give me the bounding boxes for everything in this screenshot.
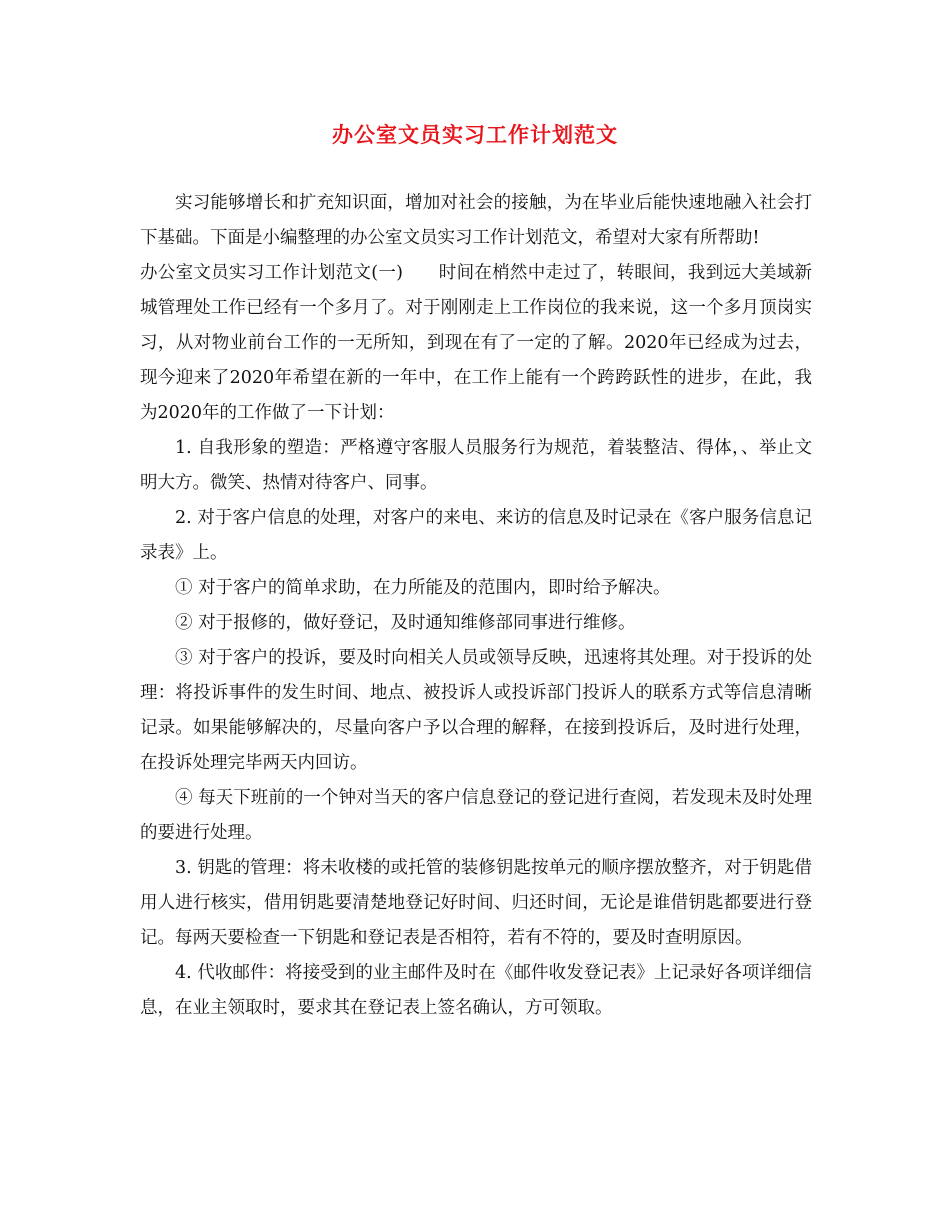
paragraph-intro: 实习能够增长和扩充知识面，增加对社会的接触，为在毕业后能快速地融入社会打下基础。下面是小编整理的办公室文员实习工作计划范文，希望对大家有所帮助! — [140, 193, 812, 248]
paragraph-item-2: 2. 对于客户信息的处理，对客户的来电、来访的信息及时记录在《客户服务信息记录表》上。 — [140, 508, 812, 563]
paragraph-subitem-4: ④ 每天下班前的一个钟对当天的客户信息登记的登记进行查阅，若发现未及时处理的要进行处理。 — [140, 788, 812, 843]
paragraph-item-3: 3. 钥匙的管理：将未收楼的或托管的装修钥匙按单元的顺序摆放整齐，对于钥匙借用人进行核实，借用钥匙要清楚地登记好时间、归还时间，无论是谁借钥匙都要进行登记。每两天要检查一下钥匙和登记表是否相符，若有不符的，要及时查明原因。 — [140, 858, 812, 948]
document-body — [140, 186, 812, 1026]
document-title: 办公室文员实习工作计划范文 — [332, 122, 618, 147]
paragraph-subitem-2: ② 对于报修的，做好登记，及时通知维修部同事进行维修。 — [175, 613, 636, 633]
paragraph-item-1: 1. 自我形象的塑造：严格遵守客服人员服务行为规范，着装整洁、得体，、举止文明大方。微笑、热情对待客户、同事。 — [140, 438, 812, 493]
paragraph-subitem-1: ① 对于客户的简单求助，在力所能及的范围内，即时给予解决。 — [175, 578, 671, 598]
paragraph-subitem-3: ③ 对于客户的投诉，要及时向相关人员或领导反映，迅速将其处理。对于投诉的处理：将投诉事件的发生时间、地点、被投诉人或投诉部门投诉人的联系方式等信息清晰记录。如果能够解决的，尽量向客户予以合理的解释，在接到投诉后，及时进行处理，在投诉处理完毕两天内回访。 — [140, 648, 812, 773]
paragraph-section-one: 办公室文员实习工作计划范文(一) 时间在梢然中走过了，转眼间，我到远大美域新城管理处工作已经有一个多月了。对于刚刚走上工作岗位的我来说，这一个多月顶岗实习，从对物业前台工作的一无所知，到现在有了一定的了解。2020年已经成为过去，现今迎来了2020年希望在新的一年中，在工作上能有一个跨跨跃性的进步，在此，我为2020年的工作做了一下计划： — [140, 263, 812, 423]
paragraph-item-4: 4. 代收邮件：将接受到的业主邮件及时在《邮件收发登记表》上记录好各项详细信息，在业主领取时，要求其在登记表上签名确认，方可领取。 — [140, 963, 812, 1018]
